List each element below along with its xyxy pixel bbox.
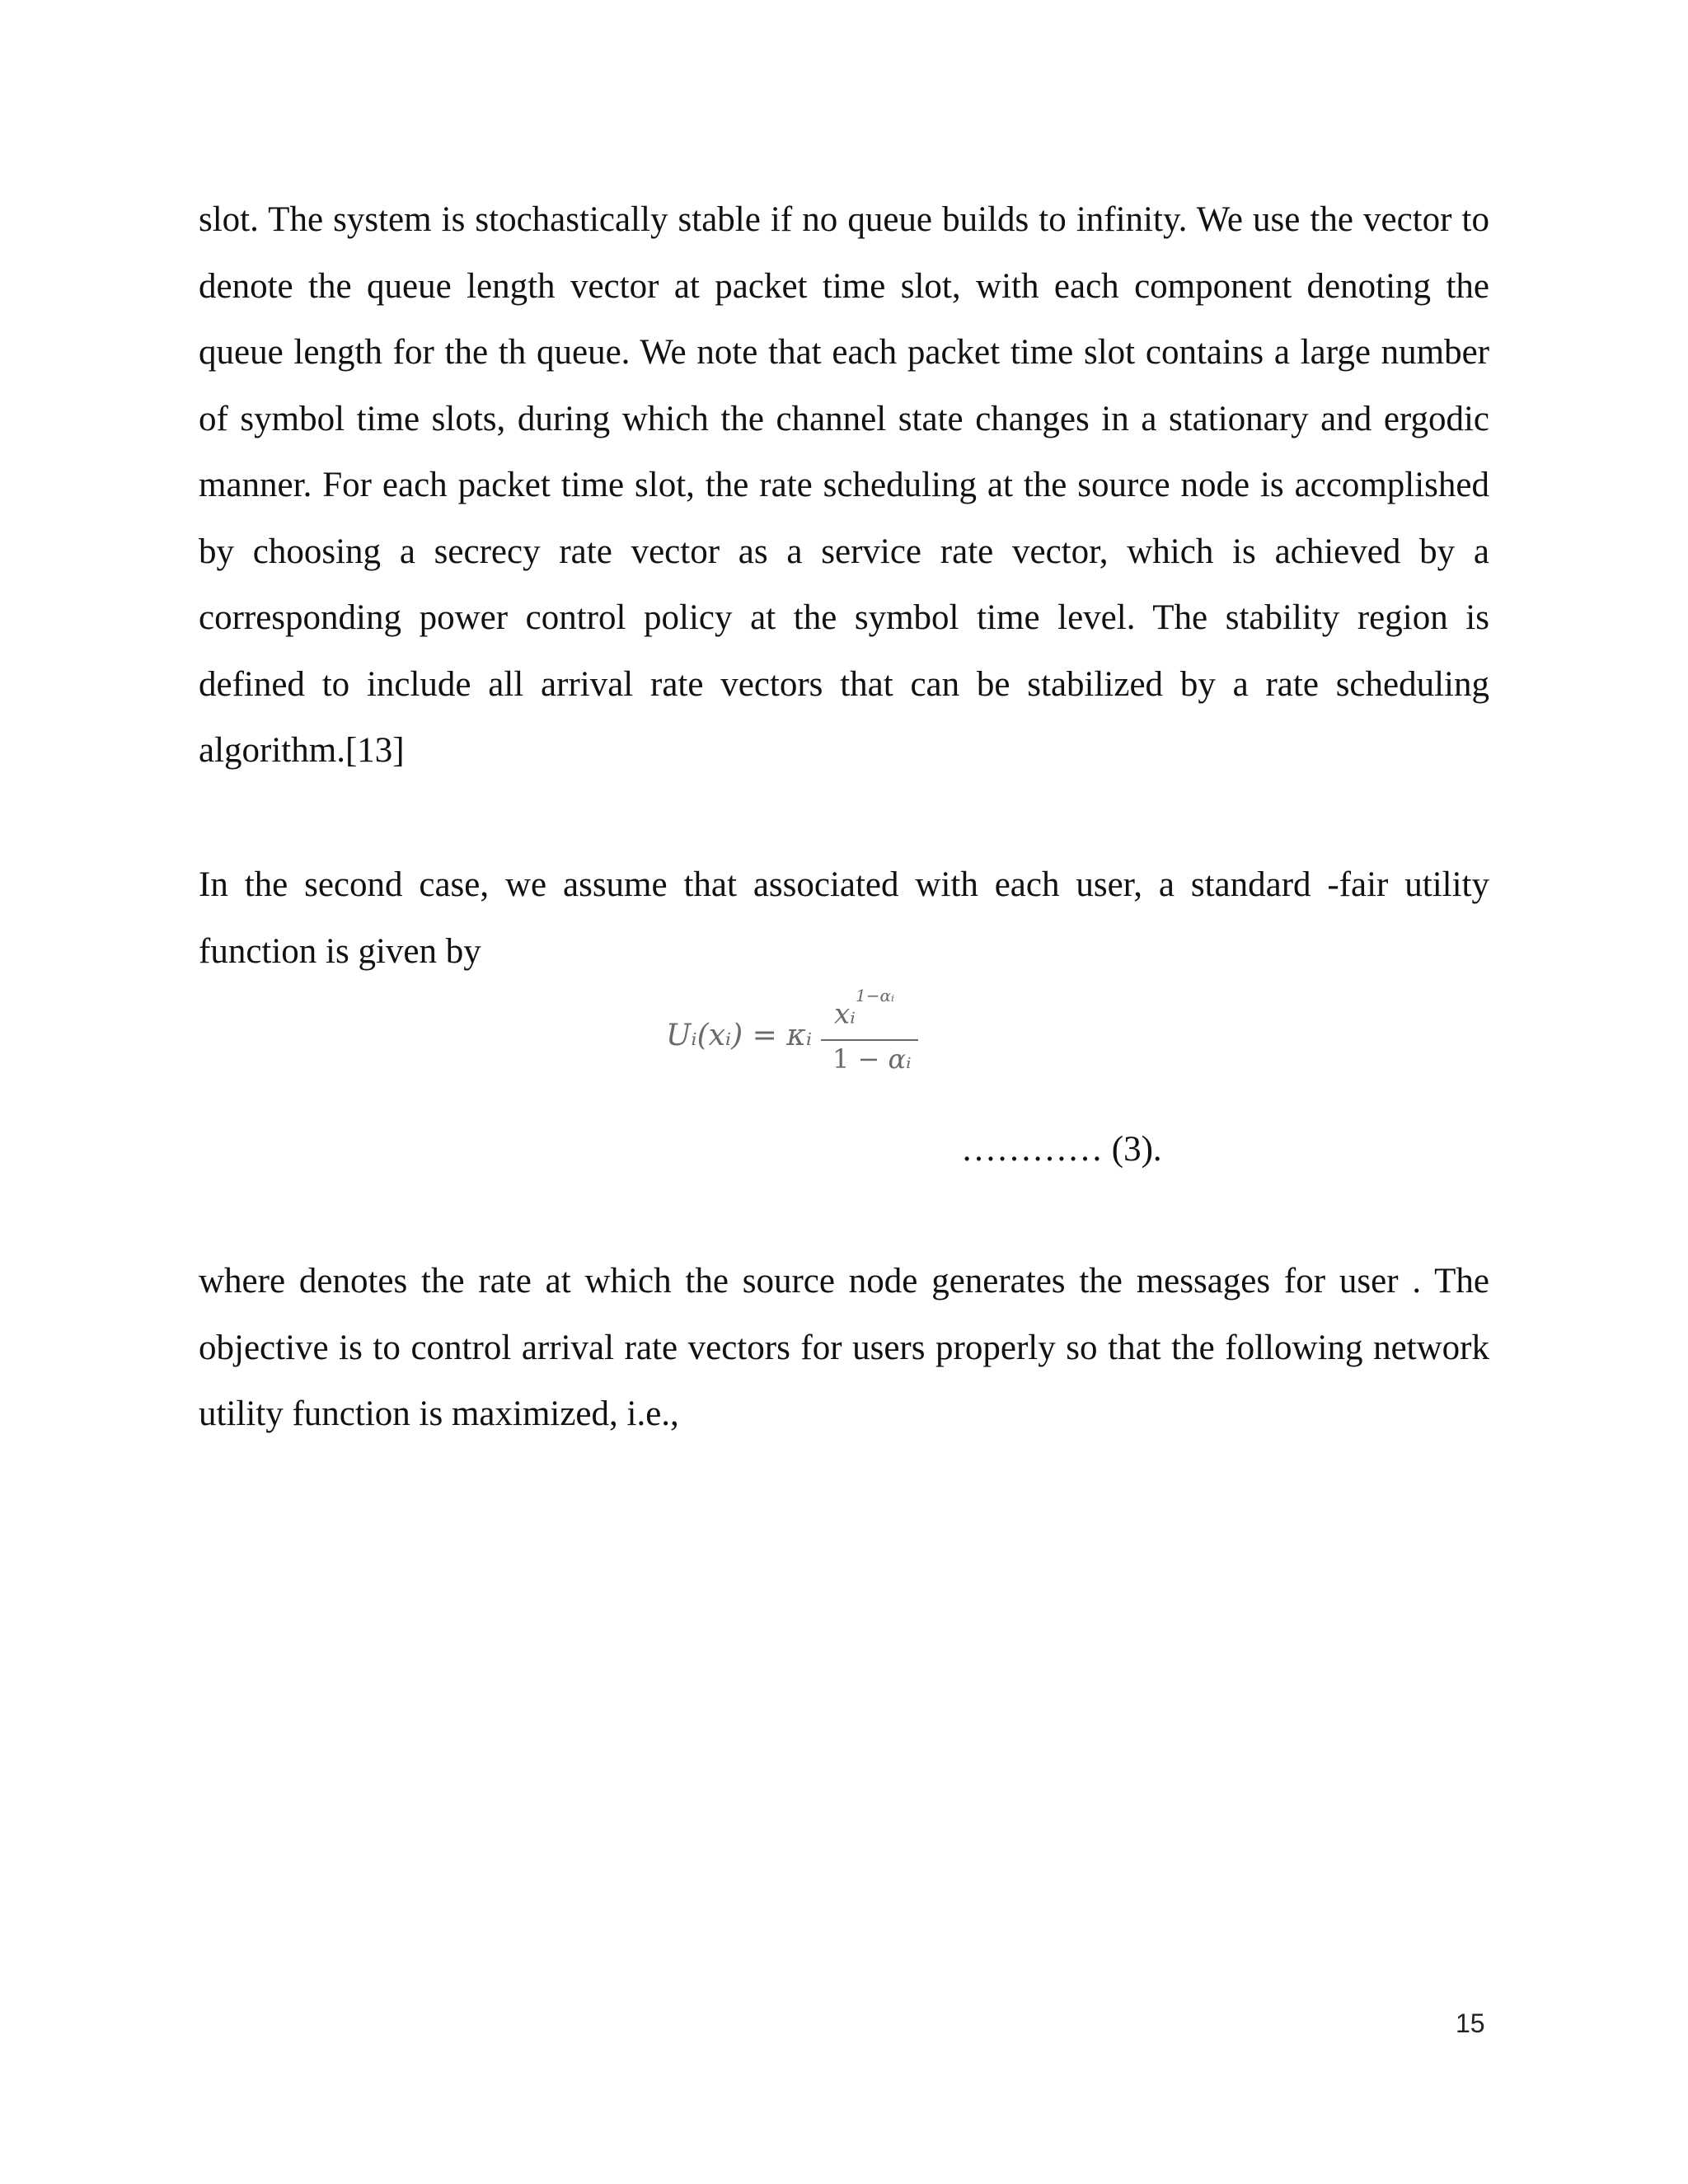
body-paragraph-2: In the second case, we assume that associated with each user, a standard -fair utility function is given by xyxy=(199,865,1489,971)
body-paragraph-1: slot. The system is stochastically stable if no queue builds to infinity. We use the vector to denote the queue length vector at packet time slot, with each component denoting the queue length for the th queue. We note that each packet time slot contains a large number of symbol time slots, during which the channel state changes in a stationary and ergodic manner. For each packet time slot, the rate scheduling at the source node is accomplished by choosing a secrecy rate vector as a service rate vector, which is achieved by a corresponding power control policy at the symbol time level. The stability region is defined to include all arrival rate vectors that can be stabilized by a rate scheduling algorithm.[13] xyxy=(199,200,1489,770)
page-number: 15 xyxy=(1456,2008,1485,2038)
body-paragraph-3: where denotes the rate at which the source node generates the messages for user . The objective is to control arrival rate vectors for users properly so that the following network utility function is maximized, i.e., xyxy=(199,1262,1489,1433)
equation-numerator-exponent: 1−αᵢ xyxy=(856,986,895,1005)
utility-function-equation xyxy=(666,986,938,1080)
equation-denominator-one: 1 − xyxy=(832,1043,889,1075)
equation-denominator-var: αᵢ xyxy=(888,1043,912,1075)
equation-number: ………… (3). xyxy=(961,1130,1162,1169)
fraction-bar xyxy=(821,1039,918,1041)
equation-fraction xyxy=(813,986,928,1080)
equation-numerator-base: xᵢ xyxy=(834,997,856,1031)
equation-denominator xyxy=(832,1043,912,1075)
equation-lhs: Uᵢ(xᵢ) = κᵢ xyxy=(666,1019,813,1052)
